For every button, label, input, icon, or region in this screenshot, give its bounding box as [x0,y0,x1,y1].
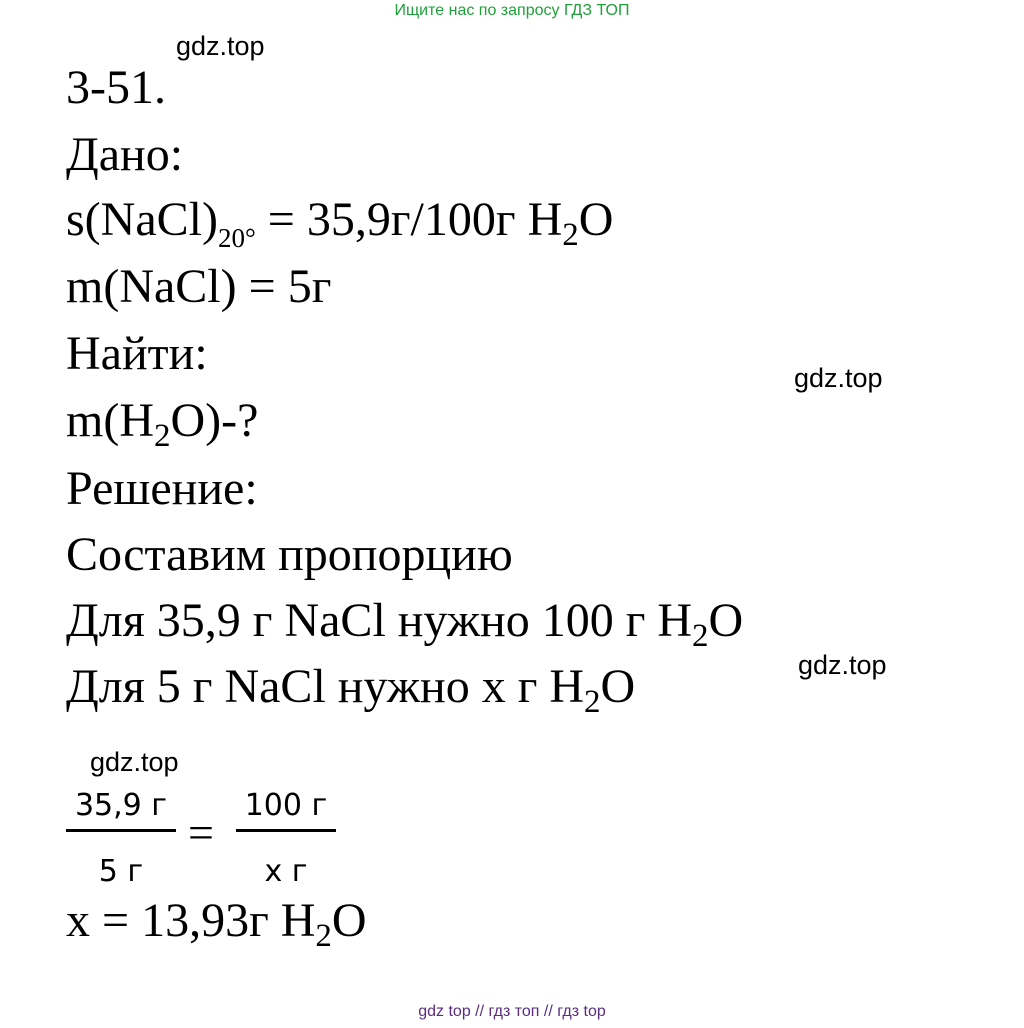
answer-suffix: O [331,894,367,947]
line-text: Для 35,9 г NaCl нужно 100 г H [66,594,693,647]
watermark: gdz.top [798,650,887,680]
footer-separator: // [475,1003,485,1020]
line-text: Для 5 г NaCl нужно x г H [66,660,585,713]
subscript: 2 [584,684,601,720]
solubility-line [66,192,613,254]
footer-link[interactable]: гдз топ [488,1003,540,1020]
watermark: gdz.top [176,31,265,61]
find-label: Найти: [66,327,208,380]
find-water-line [66,393,258,454]
fraction-denominator: x г [264,854,308,889]
find-prefix: m(H [66,394,154,447]
fraction-numerator: 35,9 г [74,788,168,823]
equals-sign: = [188,807,214,858]
solubility-prefix: s(NaCl) [66,193,218,246]
footer [0,1003,1024,1021]
line-suffix: O [600,660,636,713]
find-suffix: O)-? [170,394,259,447]
subscript: 2 [315,918,332,954]
watermark: gdz.top [794,363,883,393]
subscript: 2 [692,618,709,654]
proportion-intro: Составим пропорцию [66,528,513,581]
fraction-left [66,788,176,889]
footer-link[interactable]: gdz top [418,1003,471,1020]
solution-label: Решение: [66,462,258,515]
subscript: 2 [562,217,579,253]
mass-nacl-line: m(NaCl) = 5г [66,260,332,313]
fraction-numerator: 100 г [244,788,328,823]
temperature-subscript: 20° [217,223,256,253]
watermark: gdz.top [90,747,179,777]
given-label: Дано: [66,128,184,181]
proportion-line-1 [66,593,743,654]
problem-number: 3-51. [66,61,166,114]
fraction-right [236,788,336,889]
footer-separator: // [543,1003,553,1020]
fraction-denominator: 5 г [98,854,144,889]
proportion-line-2 [66,659,635,720]
solubility-value: = 35,9г/100г H [255,193,563,246]
answer-text: x = 13,93г H [66,894,316,947]
line-suffix: O [708,594,744,647]
solubility-suffix: O [578,193,614,246]
footer-link[interactable]: гдз top [557,1003,606,1020]
answer-line [66,893,367,954]
search-banner: Ищите нас по запросу ГДЗ ТОП [394,2,630,19]
subscript: 2 [153,418,171,454]
